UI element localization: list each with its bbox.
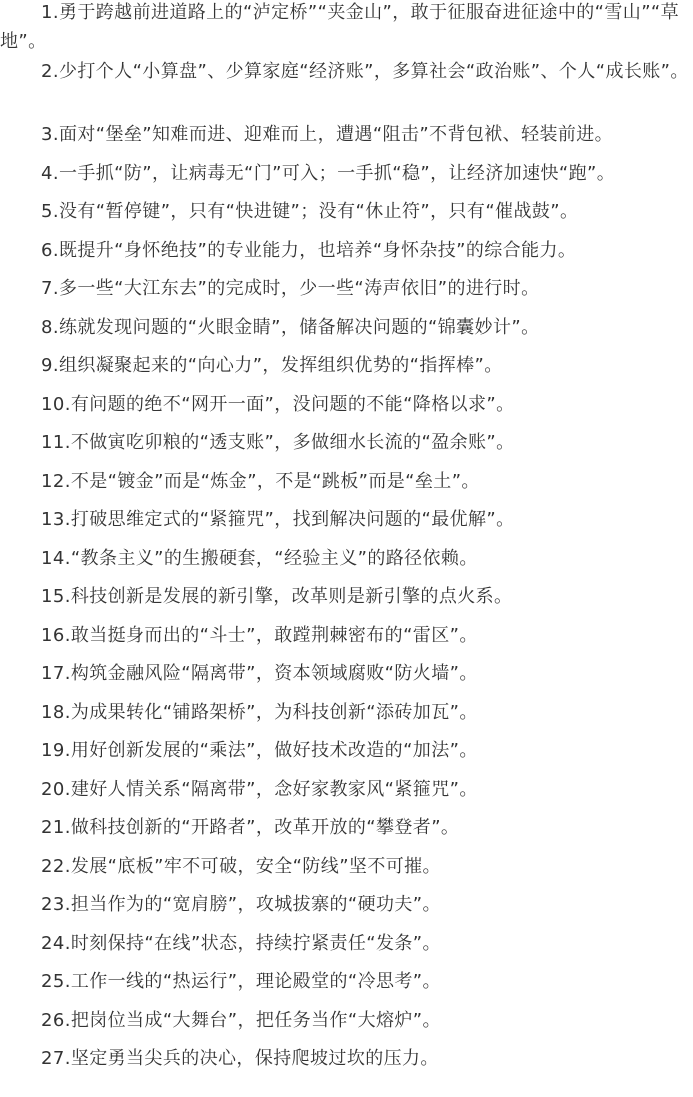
- list-item: 26.把岗位当成“大舞台”，把任务当作“大熔炉”。: [41, 1009, 441, 1031]
- list-item: 8.练就发现问题的“火眼金睛”，储备解决问题的“锦囊妙计”。: [41, 316, 540, 338]
- list-item: 5.没有“暂停键”，只有“快进键”；没有“休止符”，只有“催战鼓”。: [41, 201, 579, 222]
- list-item: 27.坚定勇当尖兵的决心，保持爬坡过坎的压力。: [41, 1048, 439, 1069]
- list-item: 24.时刻保持“在线”状态，持续拧紧责任“发条”。: [41, 932, 441, 954]
- list-item: 17.构筑金融风险“隔离带”，资本领域腐败“防火墙”。: [41, 663, 478, 684]
- list-item: 2.少打个人“小算盘”、少算家庭“经济账”，多算社会“政治账”、个人“成长账”。: [41, 61, 689, 82]
- list-item: 23.担当作为的“宽肩膀”，攻城拔寨的“硬功夫”。: [41, 894, 441, 915]
- list-item: 14.“教条主义”的生搬硬套，“经验主义”的路径依赖。: [41, 547, 478, 569]
- list-item: 21.做科技创新的“开路者”，改革开放的“攀登者”。: [41, 817, 460, 838]
- list-item: 18.为成果转化“铺路架桥”，为科技创新“添砖加瓦”。: [41, 701, 478, 723]
- list-item: 7.多一些“大江东去”的完成时，少一些“涛声依旧”的进行时。: [41, 278, 540, 299]
- list-item: 11.不做寅吃卯粮的“透支账”，多做细水长流的“盈余账”。: [41, 432, 515, 453]
- list-item: 22.发展“底板”牢不可破，安全“防线”坚不可摧。: [41, 855, 441, 877]
- list-item: 13.打破思维定式的“紧箍咒”，找到解决问题的“最优解”。: [41, 509, 515, 530]
- list-item: 16.敢当挺身而出的“斗士”，敢蹚荆棘密布的“雷区”。: [41, 624, 478, 646]
- list-item: 4.一手抓“防”，让病毒无“门”可入；一手抓“稳”，让经济加速快“跑”。: [41, 162, 616, 184]
- list-item: 25.工作一线的“热运行”，理论殿堂的“冷思考”。: [41, 971, 441, 992]
- list-item: 10.有问题的绝不“网开一面”，没问题的不能“降格以求”。: [41, 393, 515, 415]
- list-item: 9.组织凝聚起来的“向心力”，发挥组织优势的“指挥棒”。: [41, 355, 503, 376]
- list-item: 12.不是“镀金”而是“炼金”，不是“跳板”而是“垒土”。: [41, 470, 480, 492]
- list-item: 19.用好创新发展的“乘法”，做好技术改造的“加法”。: [41, 740, 478, 761]
- list-item: 15.科技创新是发展的新引擎，改革则是新引擎的点火系。: [41, 586, 513, 607]
- list-item: 20.建好人情关系“隔离带”，念好家教家风“紧箍咒”。: [41, 778, 478, 800]
- list-item: 6.既提升“身怀绝技”的专业能力，也培养“身怀杂技”的综合能力。: [41, 239, 577, 261]
- list-item: 3.面对“堡垒”知难而进、迎难而上，遭遇“阻击”不背包袱、轻装前进。: [41, 124, 614, 145]
- list-item: 1.勇于跨越前进道路上的“泸定桥”“夹金山”，敢于征服奋进征途中的“雪山”“草地”。: [0, 2, 680, 52]
